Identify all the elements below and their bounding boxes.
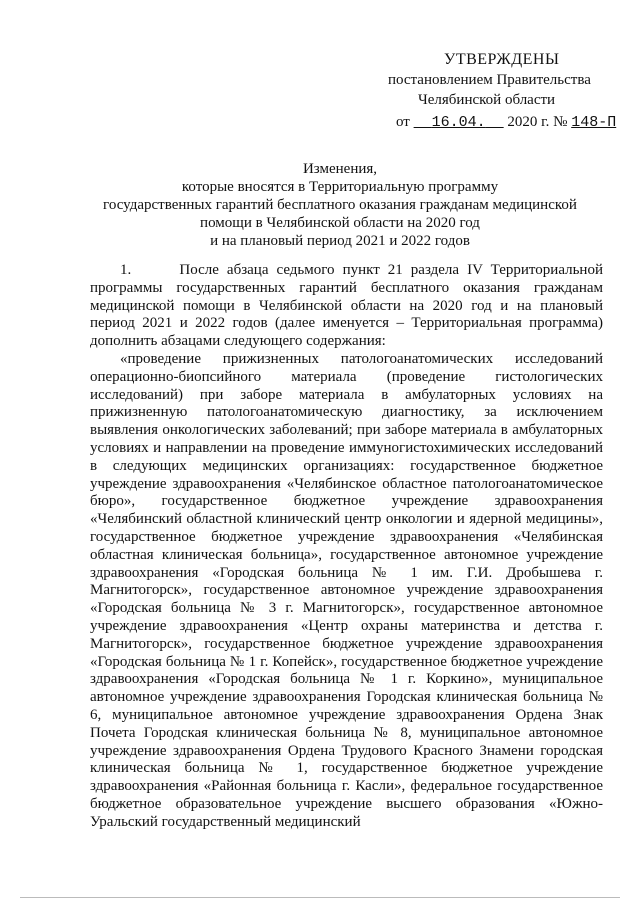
approval-date-number [396,112,618,133]
approval-title: УТВЕРЖДЕНЫ [444,51,560,68]
document-heading [80,160,600,250]
heading-line-1: Изменения, [302,161,378,177]
heading-line-2: которые вносятся в Территориальную программу [181,179,499,195]
heading-line-5: и на плановый период 2021 и 2022 годов [210,233,470,249]
approval-year-label: 2020 г. № [507,114,568,130]
document-body [90,262,603,832]
body-paragraph-2: «проведение прижизненных патологоанатомических исследований операционно-биопсийного материала (проведение гистологических исследований) при заборе материала в амбулаторных условиях на прижизненную патологоанатомическую диагностику, за исключением выявления онкологических заболеваний; при заборе материала в амбулаторных условиях и направлении на проведение иммуногистохимических исследований в следующих медицинских организациях: государственное бюджетное учреждение здравоохранения «Челябинское областное патологоанатомическое бюро», государственное бюджетное учреждение здравоохранения «Челябинский областной клинический центр онкологии и ядерной медицины», государственное бюджетное учреждение здравоохранения «Челябинская областная клиническая больница», государственное автономное учреждение здравоохранения «Городская больница № 1 им. Г.И. Дробышева г. Магнитогорск», государственное автономное учреждение здравоохранения «Городская больница № 3 г. Магнитогорск», государственное автономное учреждение здравоохранения «Центр охраны материнства и детства г. Магнитогорск», государственное бюджетное учреждение здравоохранения «Городская больница № 1 г. Копейск», государственное бюджетное учреждение здравоохранения «Городская больница № 1 г. Коркино», муниципальное автономное учреждение здравоохранения Городская клиническая больница № 6, муниципальное автономное учреждение здравоохранения Ордена Знак Почета Городская клиническая больница № 8, муниципальное автономное учреждение здравоохранения Ордена Трудового Красного Знамени городская клиническая больница № 1, государственное бюджетное учреждение здравоохранения «Районная больница г. Касли», федеральное государственное бюджетное образовательное учреждение высшего образования «Южно-Уральский государственный медицинский [90,350,603,830]
approval-issuer: постановлением Правительства [388,72,591,88]
scan-edge-line [20,897,620,898]
approval-stamp [388,50,618,133]
body-paragraph-1: 1. После абзаца седьмого пункт 21 раздела IV Территориальной программы государственных гарантий бесплатного оказания гражданам медицинской помощи в Челябинской области на 2020 год и на плановый период 2021 и 2022 годов (далее именуется – Территориальная программа) дополнить абзацами следующего содержания: [90,262,603,350]
approval-region: Челябинской области [418,92,556,108]
heading-line-4: помощи в Челябинской области на 2020 год [200,215,480,231]
approval-prefix: от [396,114,410,130]
approval-date: 16.04. [431,114,486,131]
approval-number: 148-П [571,114,617,131]
heading-line-3: государственных гарантий бесплатного оказания гражданам медицинской [103,197,577,213]
